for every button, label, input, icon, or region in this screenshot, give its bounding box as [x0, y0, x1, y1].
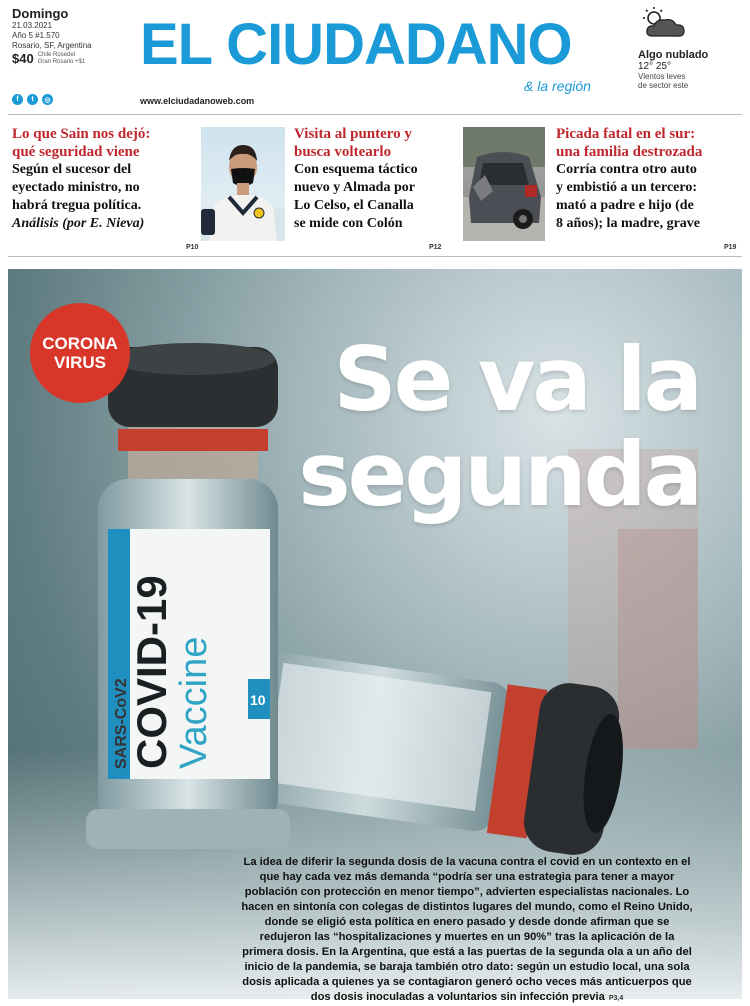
vial-label-text: SARS-CoV2 — [113, 678, 130, 769]
crash-photo — [463, 127, 545, 241]
vial-label-text: Vaccine — [173, 636, 215, 769]
badge-label: CORONA — [42, 334, 118, 353]
teaser-headline: Visita al puntero y — [294, 126, 412, 142]
teaser-body: se mide con Colón — [294, 216, 403, 231]
facebook-icon[interactable]: f — [12, 94, 23, 105]
main-story-body — [238, 855, 696, 1006]
teaser-headline: Picada fatal en el sur: — [556, 126, 696, 142]
teaser-body: 8 años); la madre, grave — [556, 216, 700, 231]
teaser-body: Según el sucesor del — [12, 162, 132, 177]
price-note: Chile Rosedel — [37, 51, 76, 58]
badge-label: VIRUS — [54, 353, 106, 372]
teaser-body: mató a padre e hijo (de — [556, 198, 694, 213]
player-photo — [201, 127, 285, 241]
issue-number: Año 5 #1.570 — [12, 31, 60, 40]
page-reference: P19 — [724, 244, 737, 251]
price-note: Gran Rosario +$1 — [37, 58, 86, 65]
price: $40 — [12, 51, 34, 66]
teaser-headline: Lo que Sain nos dejó: — [12, 126, 151, 142]
teaser-football[interactable] — [294, 125, 454, 233]
teaser-security[interactable] — [12, 125, 197, 233]
teaser-body: habrá tregua política. — [12, 198, 142, 213]
teaser-headline: qué seguridad viene — [12, 144, 140, 160]
issue-date: 21.03.2021 — [12, 21, 53, 30]
instagram-icon[interactable]: ◎ — [42, 94, 53, 105]
teaser-body: nuevo y Almada por — [294, 180, 415, 195]
page-reference: P3,4 — [608, 995, 624, 1002]
teaser-body: Corría contra otro auto — [556, 162, 697, 177]
weather-temp: 12° 25° — [638, 61, 672, 72]
page-reference: P12 — [429, 244, 442, 251]
teaser-body: Lo Celso, el Canalla — [294, 198, 414, 213]
weather-condition: Algo nublado — [638, 49, 709, 61]
teaser-headline: una familia destrozada — [556, 144, 703, 160]
weather-box — [638, 6, 748, 90]
website-url[interactable]: www.elciudadanoweb.com — [140, 96, 255, 106]
social-links — [12, 94, 53, 105]
vial-label-text: 10 — [250, 692, 266, 708]
issue-day: Domingo — [12, 6, 69, 21]
coronavirus-badge — [30, 303, 130, 403]
twitter-icon[interactable]: t — [27, 94, 38, 105]
headline-line: Se va la — [333, 328, 700, 431]
partly-cloudy-icon — [638, 6, 690, 42]
newspaper-logo[interactable]: EL CIUDADANO — [140, 12, 572, 77]
teaser-crash[interactable] — [556, 125, 742, 233]
teaser-body: Análisis (por E. Nieva) — [12, 216, 145, 231]
teaser-body: eyectado ministro, no — [12, 180, 140, 195]
divider — [8, 114, 742, 115]
weather-wind: Vientos leves — [638, 72, 686, 81]
teaser-body: Con esquema táctico — [294, 162, 418, 177]
issue-location: Rosario, SF, Argentina — [12, 41, 92, 50]
weather-wind: de sector este — [638, 81, 689, 90]
vial-label-text: COVID-19 — [128, 575, 175, 769]
main-headline[interactable] — [270, 328, 700, 526]
story-text: La idea de diferir la segunda dosis de la vacuna contra el covid en un contexto en el que hay cada vez más demanda “podría ser una estrategia para tener a mayor población con protección en menor tiempo”, advierten especialistas nacionales. Lo hacen en sintonía con colegas de distintos lugares del mundo, como el Reino Unido, donde se eligió esta política en enero pasado y desde donde afirman que se redujeron las “hospitalizaciones y muertes en un 90%” tras la aplicación de la primera dosis. En la Argentina, que está a las puertas de la segunda ola a un año del inicio de la pandemia, se baraja también otro dato: según un estudio local, una sola dosis aplicada a quienes ya se contagiaron generó ocho veces más anticuerpos que dos dosis inoculadas a voluntarios sin infección previa — [241, 856, 693, 1003]
page-reference: P10 — [186, 244, 199, 251]
logo-subtitle: & la región — [524, 78, 591, 94]
date-block — [12, 6, 92, 66]
teaser-body: y embistió a un tercero: — [556, 180, 698, 195]
teaser-headline: busca voltearlo — [294, 144, 392, 160]
divider — [8, 256, 742, 257]
headline-line: segunda — [298, 423, 700, 526]
